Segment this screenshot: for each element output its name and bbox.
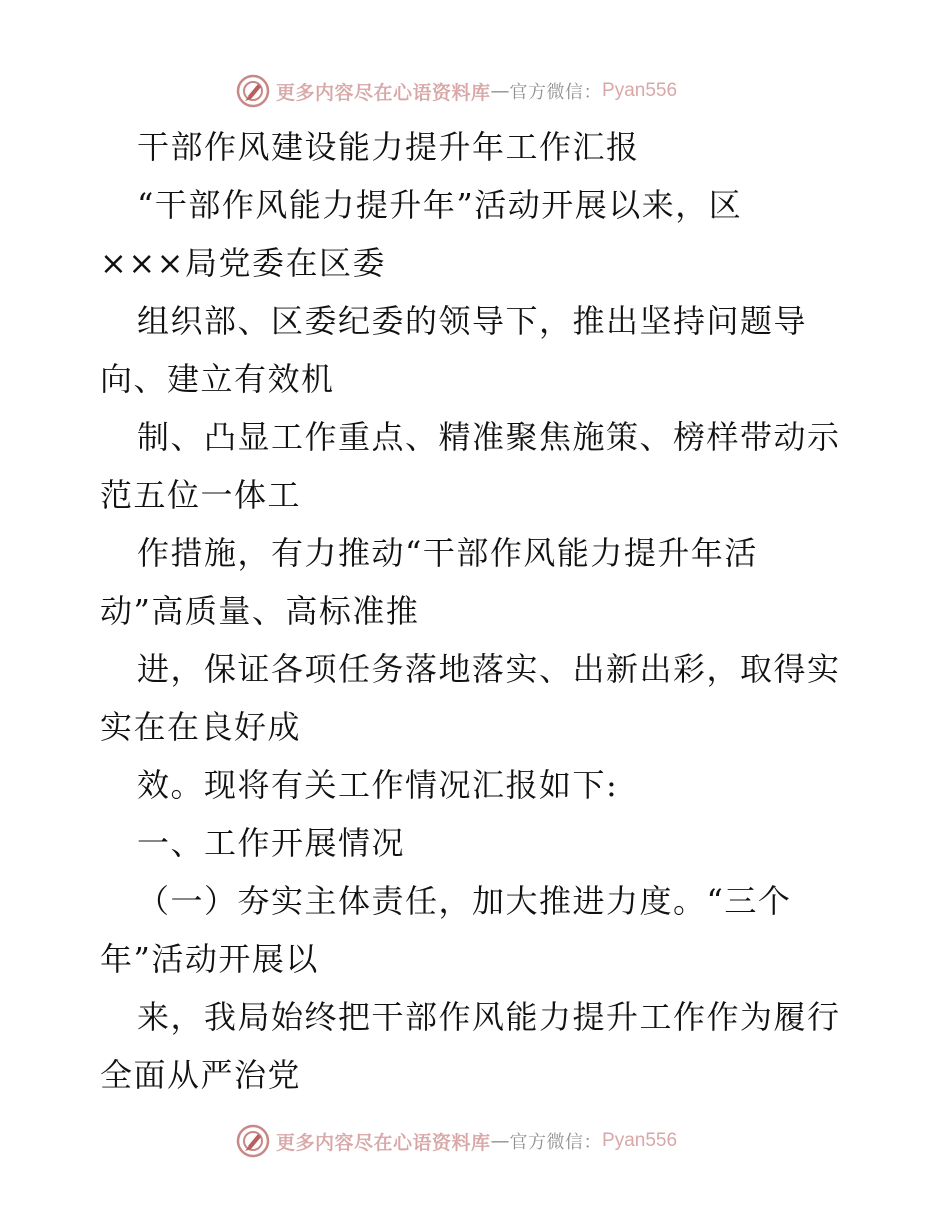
paragraph-line: 全面从严治党: [100, 1056, 302, 1094]
brand-logo-icon: [236, 1124, 270, 1158]
section-heading: 一、工作开展情况: [137, 824, 406, 862]
watermark-dash: —: [490, 80, 510, 102]
paragraph-line: ×××局党委在区委: [100, 244, 386, 282]
paragraph-line: 来，我局始终把干部作风能力提升工作作为履行: [137, 998, 841, 1036]
paragraph-line: 年”活动开展以: [100, 940, 319, 978]
paragraph-line: “干部作风能力提升年”活动开展以来，区: [137, 186, 743, 224]
paragraph-line: 作措施，有力推动“干部作风能力提升年活: [137, 534, 758, 572]
paragraph-line: 效。现将有关工作情况汇报如下:: [137, 766, 619, 804]
watermark-contact-label: 官方微信：: [509, 1132, 603, 1153]
paragraph-line: 向、建立有效机: [100, 360, 335, 398]
paragraph-line: 动”高质量、高标准推: [100, 592, 420, 630]
watermark-contact-label: 官方微信：: [509, 82, 603, 103]
watermark-footer: [236, 1124, 677, 1158]
paragraph-line: 进，保证各项任务落地落实、出新出彩，取得实: [137, 650, 841, 688]
watermark-text: 更多内容尽在心语资料库: [276, 81, 491, 104]
watermark-text: 更多内容尽在心语资料库: [276, 1131, 491, 1154]
watermark-wechat-id: Pyan556: [602, 1130, 678, 1151]
paragraph-line: 组织部、区委纪委的领导下，推出坚持问题导: [137, 302, 808, 340]
paragraph-line: 范五位一体工: [100, 476, 302, 514]
paragraph-line: 实在在良好成: [100, 708, 302, 746]
paragraph-line: 制、凸显工作重点、精准聚焦施策、榜样带动示: [137, 418, 841, 456]
brand-logo-icon: [236, 74, 270, 108]
watermark-wechat-id: Pyan556: [602, 80, 678, 101]
subsection-heading: （一）夯实主体责任，加大推进力度。“三个: [137, 882, 792, 920]
document-title: 干部作风建设能力提升年工作汇报: [137, 128, 640, 166]
watermark-header: [236, 74, 677, 108]
watermark-dash: —: [490, 1130, 510, 1152]
